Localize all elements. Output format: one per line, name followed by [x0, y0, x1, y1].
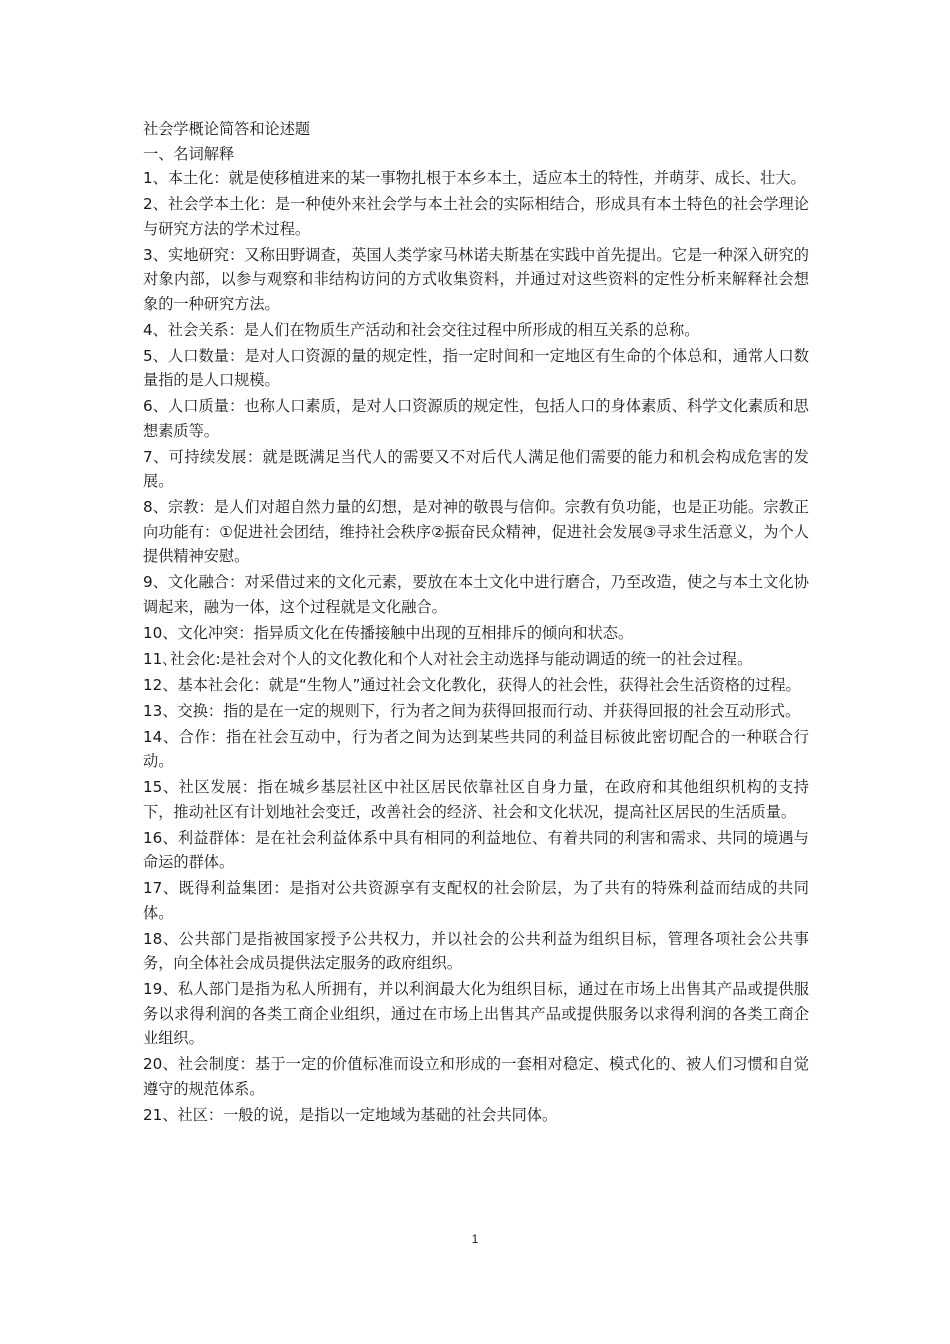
definition-entry: 21、社区：一般的说，是指以一定地域为基础的社会共同体。	[143, 1105, 558, 1124]
section-heading: 一、名词解释	[143, 144, 235, 163]
definition-entry: 4、社会关系：是人们在物质生产活动和社会交往过程中所形成的相互关系的总称。	[143, 320, 700, 339]
definition-entry: 13、交换：指的是在一定的规则下，行为者之间为获得回报而行动、并获得回报的社会互动形式。	[143, 701, 801, 720]
definition-entry: 5、人口数量：是对人口资源的量的规定性，指一定时间和一定地区有生命的个体总和，通常人口数量指的是人口规模。	[143, 346, 809, 389]
definition-entry: 15、社区发展：指在城乡基层社区中社区居民依靠社区自身力量，在政府和其他组织机构的支持下，推动社区有计划地社会变迁，改善社会的经济、社会和文化状况，提高社区居民的生活质量。	[143, 778, 809, 821]
definition-entry: 20、社会制度：基于一定的价值标准而设立和形成的一套相对稳定、模式化的、被人们习惯和自觉遵守的规范体系。	[143, 1055, 809, 1098]
definition-entry: 1、本土化：就是使移植进来的某一事物扎根于本乡本土，适应本土的特性，并萌芽、成长、壮大。	[143, 169, 806, 187]
definition-entry: 18、公共部门是指被国家授予公共权力，并以社会的公共利益为组织目标，管理各项社会公共事务，向全体社会成员提供法定服务的政府组织。	[143, 929, 809, 972]
definition-entry: 14、合作：指在社会互动中，行为者之间为达到某些共同的利益目标彼此密切配合的一种联合行动。	[143, 727, 809, 770]
definition-entry: 9、文化融合：对采借过来的文化元素，要放在本土文化中进行磨合，乃至改造，使之与本土文化协调起来，融为一体，这个过程就是文化融合。	[143, 573, 809, 616]
definition-entry: 3、实地研究：又称田野调查，英国人类学家马林诺夫斯基在实践中首先提出。它是一种深入研究的对象内部，以参与观察和非结构访问的方式收集资料，并通过对这些资料的定性分析来解释社会想象的一种研究方法。	[143, 245, 809, 313]
definition-entry: 7、可持续发展：就是既满足当代人的需要又不对后代人满足他们需要的能力和机会构成危害的发展。	[143, 447, 809, 490]
definition-entry: 12、基本社会化：就是“生物人”通过社会文化教化，获得人的社会性，获得社会生活资格的过程。	[143, 675, 801, 694]
document-title: 社会学概论简答和论述题	[143, 120, 311, 138]
definition-entry: 8、宗教：是人们对超自然力量的幻想，是对神的敬畏与信仰。宗教有负功能，也是正功能。宗教正向功能有：①促进社会团结，维持社会秩序②振奋民众精神，促进社会发展③寻求生活意义，为个人提供精神安慰。	[143, 498, 809, 565]
definition-entry: 19、私人部门是指为私人所拥有，并以利润最大化为组织目标，通过在市场上出售其产品或提供服务以求得利润的各类工商企业组织，通过在市场上出售其产品或提供服务以求得利润的各类工商企业组织。	[143, 980, 809, 1047]
document-body	[143, 117, 809, 1129]
definition-entry: 16、利益群体：是在社会利益体系中具有相同的利益地位、有着共同的利害和需求、共同的境遇与命运的群体。	[143, 828, 809, 871]
page-number: 1	[471, 1232, 479, 1246]
definition-entry: 10、文化冲突：指异质文化在传播接触中出现的互相排斥的倾向和状态。	[143, 623, 634, 642]
definition-entry: 2、社会学本土化：是一种使外来社会学与本土社会的实际相结合，形成具有本土特色的社会学理论与研究方法的学术过程。	[143, 195, 809, 238]
definition-entry: 11､社会化:是社会对个人的文化教化和个人对社会主动选择与能动调适的统一的社会过程。	[143, 649, 753, 668]
definition-entry: 6、人口质量：也称人口素质，是对人口资源质的规定性，包括人口的身体素质、科学文化素质和思想素质等。	[143, 397, 809, 440]
definition-entry: 17、既得利益集团：是指对公共资源享有支配权的社会阶层，为了共有的特殊利益而结成的共同体。	[143, 879, 809, 922]
